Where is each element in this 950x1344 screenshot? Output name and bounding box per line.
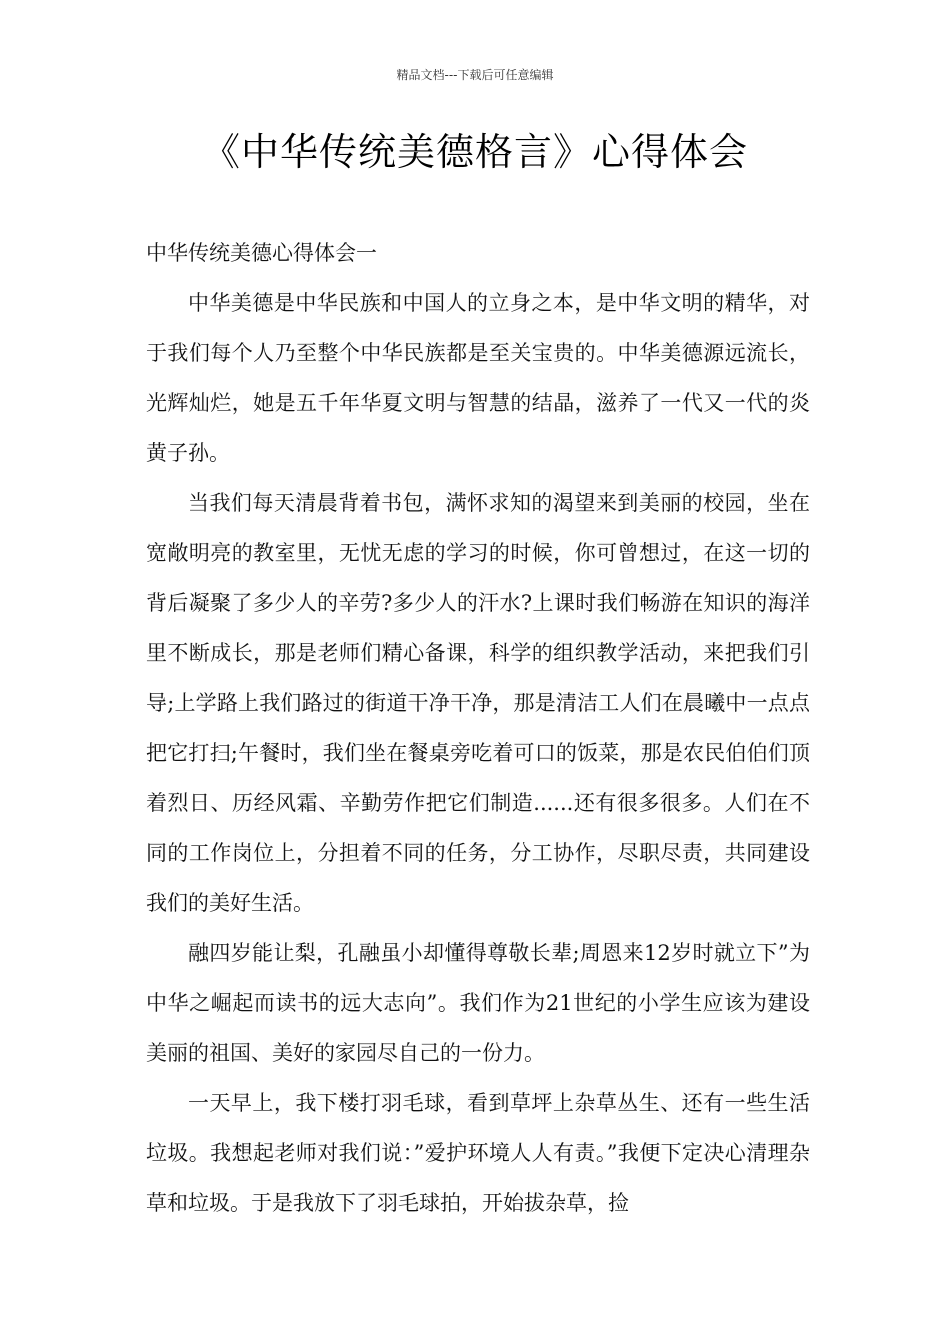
paragraph-2: 当我们每天清晨背着书包，满怀求知的渴望来到美丽的校园，坐在宽敞明亮的教室里，无忧无虑的学习的时候，你可曾想过，在这一切的背后凝聚了多少人的辛劳?多少人的汗水?上课时我们畅游在知识的海洋里不断成长，那是老师们精心备课，科学的组织教学活动，来把我们引导;上学路上我们路过的街道干净干净，那是清洁工人们在晨曦中一点点把它打扫;午餐时，我们坐在餐桌旁吃着可口的饭菜，那是农民伯伯们顶着烈日、历经风霜、辛勤劳作把它们制造......还有很多很多。人们在不同的工作岗位上，分担着不同的任务，分工协作，尽职尽责，共同建设我们的美好生活。	[146, 491, 810, 915]
section-heading: 中华传统美德心得体会一	[146, 241, 377, 265]
paragraph-3: 融四岁能让梨，孔融虽小却懂得尊敬长辈;周恩来12岁时就立下”为中华之崛起而读书的远大志向”。我们作为21世纪的小学生应该为建设美丽的祖国、美好的家园尽自己的一份力。	[146, 941, 810, 1065]
header-note: 精品文档---下载后可任意编辑	[396, 68, 554, 82]
paragraph-4: 一天早上，我下楼打羽毛球，看到草坪上杂草丛生、还有一些生活垃圾。我想起老师对我们说：”爱护环境人人有责。”我便下定决心清理杂草和垃圾。于是我放下了羽毛球拍，开始拔杂草，捡	[146, 1091, 810, 1215]
document-body	[146, 228, 810, 1228]
paragraph-1: 中华美德是中华民族和中国人的立身之本，是中华文明的精华，对于我们每个人乃至整个中华民族都是至关宝贵的。中华美德源远流长，光辉灿烂，她是五千年华夏文明与智慧的结晶，滋养了一代又一代的炎黄子孙。	[146, 291, 810, 465]
document-title: 《中华传统美德格言》心得体会	[201, 130, 748, 174]
